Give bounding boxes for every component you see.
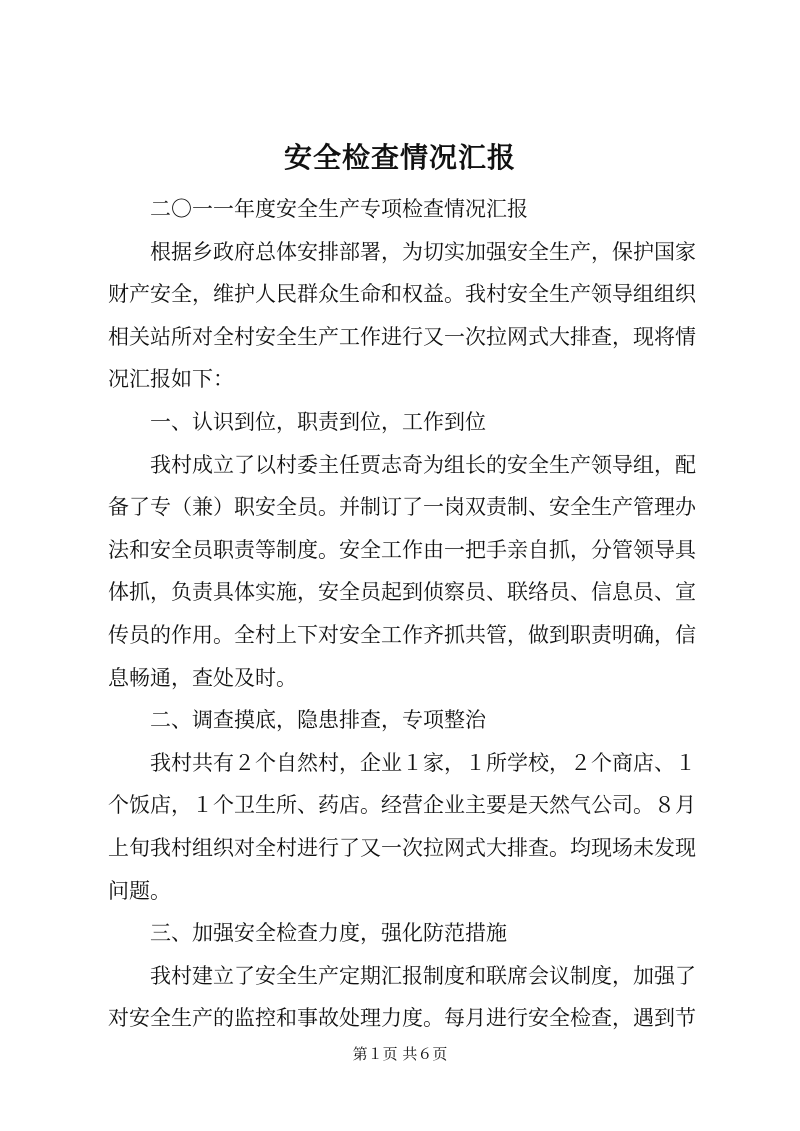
paragraph-line: 问题。 bbox=[108, 878, 171, 903]
paragraph-line: 传员的作用。全村上下对安全工作齐抓共管，做到职责明确，信 bbox=[108, 622, 696, 647]
paragraph-line: 我村建立了安全生产定期汇报制度和联席会议制度，加强了 bbox=[150, 963, 696, 988]
paragraph-line: 个饭店，１个卫生所、药店。经营企业主要是天然气公司。８月 bbox=[108, 793, 696, 818]
subtitle-line: 二〇一一年度安全生产专项检查情况汇报 bbox=[150, 197, 528, 221]
paragraph-line: 上旬我村组织对全村进行了又一次拉网式大排查。均现场未发现 bbox=[108, 835, 696, 860]
section-heading-1: 一、认识到位，职责到位，工作到位 bbox=[150, 409, 486, 434]
paragraph-line: 况汇报如下： bbox=[108, 367, 234, 392]
section-heading-3: 三、加强安全检查力度，强化防范措施 bbox=[150, 921, 507, 946]
page-title: 安全检查情况汇报 bbox=[283, 141, 516, 174]
paragraph-line: 体抓，负责具体实施，安全员起到侦察员、联络员、信息员、宣 bbox=[108, 580, 696, 605]
paragraph-line: 法和安全员职责等制度。安全工作由一把手亲自抓，分管领导具 bbox=[108, 537, 696, 562]
section-heading-2: 二、调查摸底，隐患排查，专项整治 bbox=[150, 708, 486, 733]
paragraph-line: 我村成立了以村委主任贾志奇为组长的安全生产领导组，配 bbox=[150, 452, 696, 477]
document-body bbox=[108, 188, 704, 1040]
paragraph-line: 我村共有２个自然村，企业１家，１所学校，２个商店、１ bbox=[150, 750, 696, 775]
page-footer: 第１页 共６页 bbox=[352, 1045, 448, 1063]
paragraph-line: 备了专（兼）职安全员。并制订了一岗双责制、安全生产管理办 bbox=[108, 495, 696, 520]
paragraph-line: 息畅通，查处及时。 bbox=[108, 665, 297, 690]
paragraph-line: 财产安全，维护人民群众生命和权益。我村安全生产领导组组织 bbox=[108, 282, 696, 307]
paragraph-line: 相关站所对全村安全生产工作进行又一次拉网式大排查，现将情 bbox=[108, 324, 696, 349]
paragraph-line: 对安全生产的监控和事故处理力度。每月进行安全检查，遇到节 bbox=[108, 1006, 696, 1031]
paragraph-line: 根据乡政府总体安排部署，为切实加强安全生产，保护国家 bbox=[150, 239, 696, 264]
